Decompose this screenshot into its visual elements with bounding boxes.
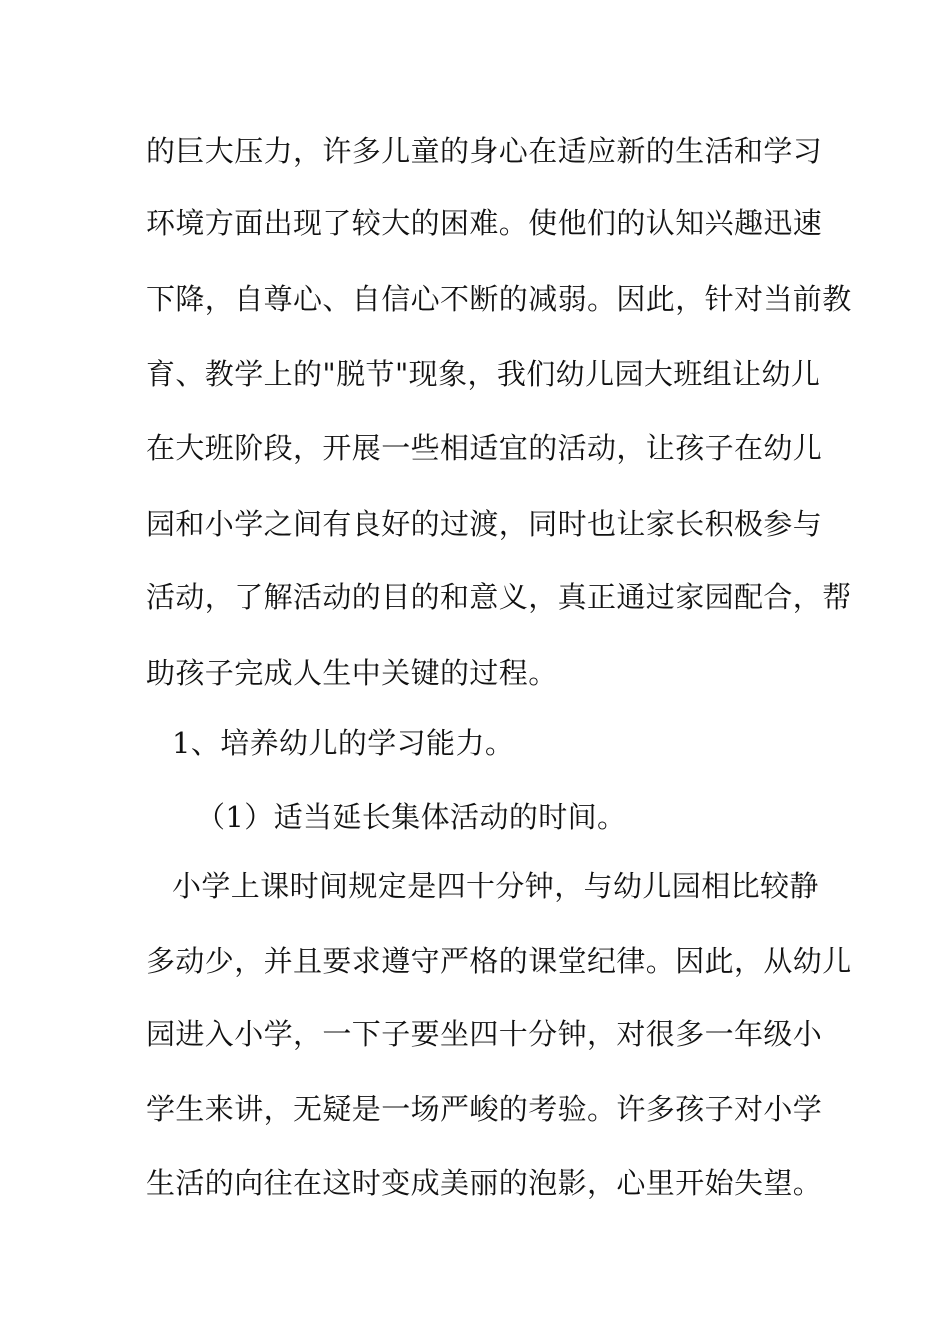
paragraph-line: 的巨大压力，许多儿童的身心在适应新的生活和学习 [146, 134, 823, 168]
paragraph-line: 活动，了解活动的目的和意义，真正通过家园配合，帮 [146, 580, 852, 614]
section-heading: 1、培养幼儿的学习能力。 [172, 726, 515, 760]
paragraph-line: 下降，自尊心、自信心不断的减弱。因此，针对当前教 [146, 282, 852, 316]
subsection-heading: （1）适当延长集体活动的时间。 [196, 800, 627, 834]
paragraph-line: 助孩子完成人生中关键的过程。 [146, 656, 558, 690]
paragraph-line: 生活的向往在这时变成美丽的泡影，心里开始失望。 [146, 1166, 823, 1200]
paragraph-line: 环境方面出现了较大的困难。使他们的认知兴趣迅速 [146, 206, 823, 240]
paragraph-line: 在大班阶段，开展一些相适宜的活动，让孩子在幼儿 [146, 431, 823, 465]
paragraph-line: 园进入小学，一下子要坐四十分钟，对很多一年级小 [146, 1017, 823, 1051]
paragraph-line: 学生来讲，无疑是一场严峻的考验。许多孩子对小学 [146, 1092, 823, 1126]
paragraph-line: 多动少，并且要求遵守严格的课堂纪律。因此，从幼儿 [146, 944, 852, 978]
paragraph-line: 园和小学之间有良好的过渡，同时也让家长积极参与 [146, 507, 823, 541]
paragraph-line: 小学上课时间规定是四十分钟，与幼儿园相比较静 [172, 869, 819, 903]
paragraph-line: 育、教学上的"脱节"现象，我们幼儿园大班组让幼儿 [146, 357, 821, 391]
